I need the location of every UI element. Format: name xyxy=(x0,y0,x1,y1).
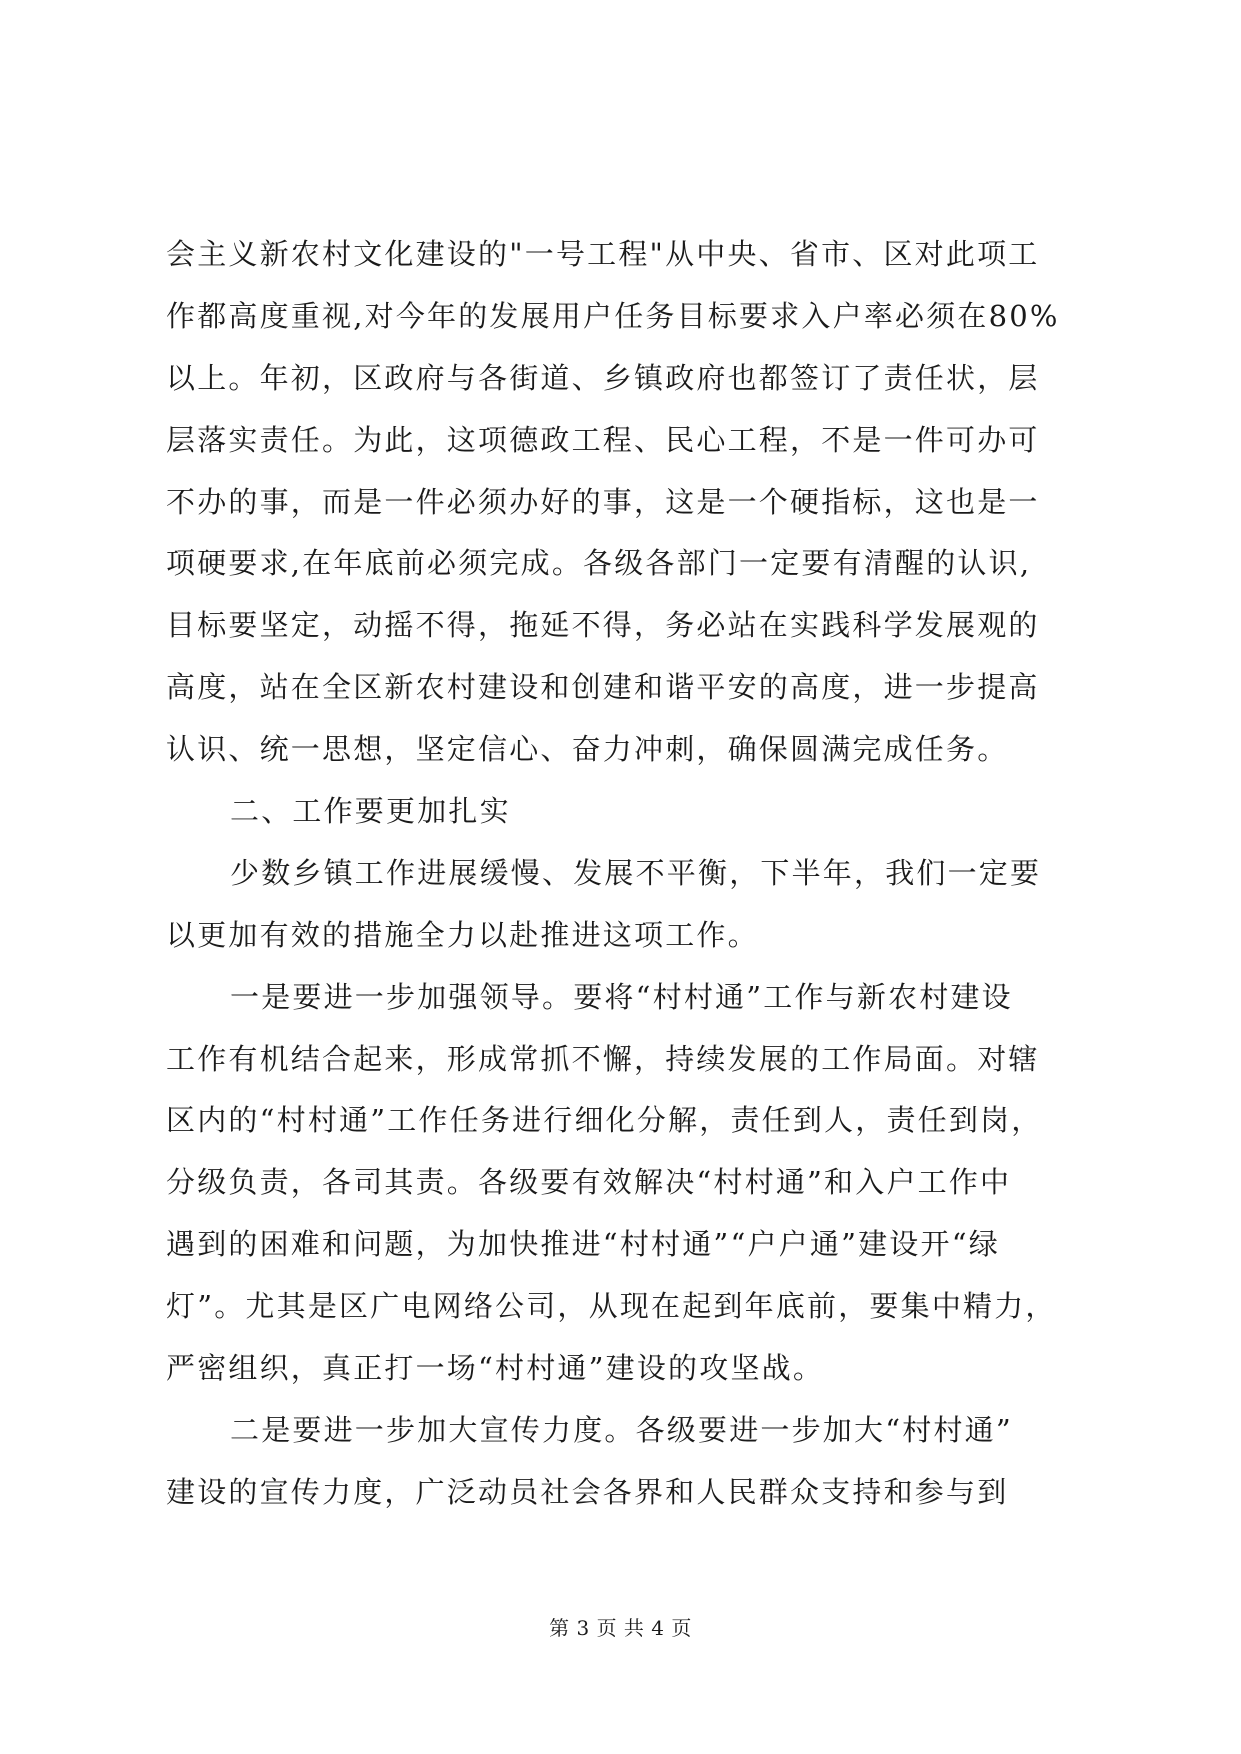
text-line: 不办的事，而是一件必须办好的事，这是一个硬指标，这也是一 xyxy=(166,484,1040,519)
text-line: 项硬要求,在年底前必须完成。各级各部门一定要有清醒的认识, xyxy=(166,546,1032,581)
text-line: 一是要进一步加强领导。要将“村村通”工作与新农村建设 xyxy=(230,979,1013,1014)
text-line: 遇到的困难和问题，为加快推进“村村通”“户户通”建设开“绿 xyxy=(166,1227,1000,1262)
text-line: 会主义新农村文化建设的"一号工程"从中央、省市、区对此项工 xyxy=(166,237,1040,271)
text-line: 层落实责任。为此，这项德政工程、民心工程，不是一件可办可 xyxy=(166,422,1040,457)
text-line: 认识、统一思想，坚定信心、奋力冲刺，确保圆满完成任务。 xyxy=(166,732,1009,767)
text-line: 以更加有效的措施全力以赴推进这项工作。 xyxy=(166,917,759,952)
text-line: 建设的宣传力度，广泛动员社会各界和人民群众支持和参与到 xyxy=(166,1474,1009,1509)
text-line: 高度，站在全区新农村建设和创建和谐平安的高度，进一步提高 xyxy=(166,670,1040,705)
page-footer: 第 3 页 共 4 页 xyxy=(549,1616,692,1640)
text-line: 工作有机结合起来，形成常抓不懈，持续发展的工作局面。对辖 xyxy=(166,1041,1040,1076)
text-line: 严密组织，真正打一场“村村通”建设的攻坚战。 xyxy=(166,1351,825,1386)
text-line: 目标要坚定，动摇不得，拖延不得，务必站在实践科学发展观的 xyxy=(166,608,1040,643)
text-line: 区内的“村村通”工作任务进行细化分解，责任到人，责任到岗， xyxy=(166,1103,1043,1138)
text-line: 作都高度重视,对今年的发展用户任务目标要求入户率必须在80% xyxy=(166,298,1060,333)
text-line: 灯”。尤其是区广电网络公司，从现在起到年底前，要集中精力， xyxy=(166,1289,1057,1324)
text-line: 以上。年初，区政府与各街道、乡镇政府也都签订了责任状，层 xyxy=(166,360,1040,395)
text-line: 二是要进一步加大宣传力度。各级要进一步加大“村村通” xyxy=(230,1412,1013,1447)
text-line: 少数乡镇工作进展缓慢、发展不平衡，下半年，我们一定要 xyxy=(230,855,1042,890)
text-line: 分级负责，各司其责。各级要有效解决“村村通”和入户工作中 xyxy=(166,1165,1012,1200)
section-heading: 二、工作要更加扎实 xyxy=(230,794,511,829)
document-body xyxy=(166,224,1076,1524)
